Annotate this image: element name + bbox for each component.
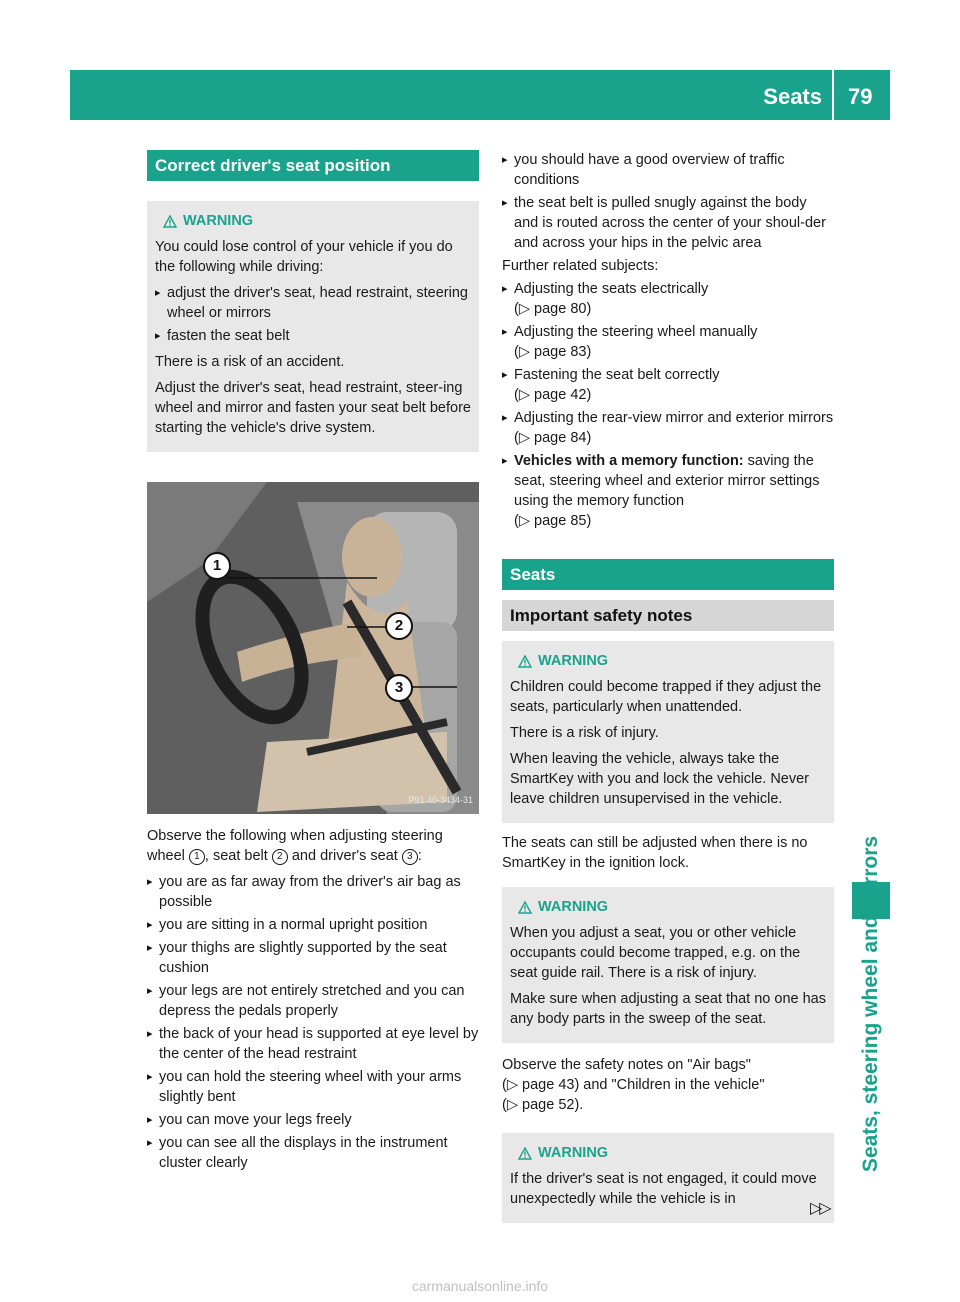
section-heading: Correct driver's seat position xyxy=(147,150,479,181)
header-divider xyxy=(832,70,834,120)
warning-box xyxy=(147,201,479,452)
warning-text: When you adjust a seat, you or other vehicle occupants could become trapped, e.g. on the seat guide rail. There is a risk of injury. xyxy=(510,925,801,981)
page-ref-arrow-icon: ▷ xyxy=(518,344,530,360)
warning-title: WARNING xyxy=(510,651,826,671)
callout-marker-2: 2 xyxy=(385,612,413,640)
related-link[interactable]: ▸ Adjusting the seats electrically (▷ page 80) xyxy=(502,279,834,319)
body-paragraph: Observe the safety notes on "Air bags" (▷ page 43) and "Children in the vehicle" (▷ page 52). xyxy=(502,1057,765,1113)
list-item: ▸ adjust the driver's seat, head restraint, steering wheel or mirrors xyxy=(155,283,471,323)
warning-list xyxy=(155,283,471,346)
warning-triangle-icon xyxy=(163,215,177,228)
warning-text: There is a risk of injury. xyxy=(510,725,659,741)
safety-notes-heading: Important safety notes xyxy=(502,600,834,631)
list-item: ▸ your legs are not entirely stretched and you can depress the pedals properly xyxy=(147,981,479,1021)
callout-3: 3 xyxy=(402,849,418,865)
list-item: ▸ your thighs are slightly supported by the seat cushion xyxy=(147,938,479,978)
list-item: ▸ you can see all the displays in the instrument cluster clearly xyxy=(147,1133,479,1173)
left-column xyxy=(147,150,479,1176)
seat-checklist xyxy=(147,872,479,1173)
section-title: Seats xyxy=(763,84,822,109)
related-list xyxy=(502,279,834,531)
warning-text: If the driver's seat is not engaged, it could move unexpectedly while the vehicle is in xyxy=(510,1171,817,1207)
driver-seat-photo xyxy=(147,482,479,814)
page-ref-arrow-icon: ▷ xyxy=(518,387,530,403)
right-column xyxy=(502,150,834,1223)
page-ref-arrow-icon: ▷ xyxy=(506,1097,518,1113)
related-link[interactable]: ▸ Adjusting the steering wheel manually (▷ page 83) xyxy=(502,322,834,362)
related-link[interactable]: ▸ Adjusting the rear-view mirror and exterior mirrors (▷ page 84) xyxy=(502,408,834,448)
figure-code: P91.40-3434-31 xyxy=(408,795,473,805)
chapter-tab-label: Seats, steering wheel and mirrors xyxy=(859,835,882,1173)
observe-paragraph: Observe the following when adjusting steering wheel 1 , seat belt 2 and driver's seat 3 : xyxy=(147,828,443,864)
page-number: 79 xyxy=(848,84,873,109)
warning-box xyxy=(502,1133,834,1223)
warning-triangle-icon xyxy=(518,1147,532,1160)
page-ref-arrow-icon: ▷ xyxy=(518,301,530,317)
warning-text: Children could become trapped if they adjust the seats, particularly when unattended. xyxy=(510,679,822,715)
list-item: ▸ you can hold the steering wheel with your arms slightly bent xyxy=(147,1067,479,1107)
list-item: ▸ you are as far away from the driver's air bag as possible xyxy=(147,872,479,912)
callout-1: 1 xyxy=(189,849,205,865)
page-ref-arrow-icon: ▷ xyxy=(518,513,530,529)
list-item: ▸ fasten the seat belt xyxy=(155,326,471,346)
warning-text: You could lose control of your vehicle if you do the following while driving: xyxy=(155,239,453,275)
watermark: carmanualsonline.info xyxy=(411,1278,549,1294)
warning-title: WARNING xyxy=(155,211,471,231)
related-link[interactable]: ▸ Fastening the seat belt correctly (▷ page 42) xyxy=(502,365,834,405)
body-paragraph: The seats can still be adjusted when there is no SmartKey in the ignition lock. xyxy=(502,835,808,871)
related-heading: Further related subjects: xyxy=(502,258,659,274)
warning-title: WARNING xyxy=(510,897,826,917)
related-link[interactable]: ▸ Vehicles with a memory function: saving the seat, steering wheel and exterior mirror settings using the memory function (▷ page 85) xyxy=(502,451,834,531)
seat-position-illustration xyxy=(147,482,479,814)
warning-text: Adjust the driver's seat, head restraint, steer-ing wheel and mirror and fasten your seat belt before starting the vehicle's drive system. xyxy=(155,380,471,436)
callout-2: 2 xyxy=(272,849,288,865)
warning-box xyxy=(502,887,834,1043)
page-ref-arrow-icon: ▷ xyxy=(506,1077,518,1093)
warning-box xyxy=(502,641,834,823)
seats-heading: Seats xyxy=(502,559,834,590)
list-item: ▸ you should have a good overview of traffic conditions xyxy=(502,150,834,190)
list-item: ▸ the back of your head is supported at eye level by the center of the head restraint xyxy=(147,1024,479,1064)
page-ref-arrow-icon: ▷ xyxy=(518,430,530,446)
warning-triangle-icon xyxy=(518,655,532,668)
callout-marker-3: 3 xyxy=(385,674,413,702)
warning-text: There is a risk of an accident. xyxy=(155,354,345,370)
callout-marker-1: 1 xyxy=(203,552,231,580)
list-item: ▸ you can move your legs freely xyxy=(147,1110,479,1130)
seat-checklist-continued xyxy=(502,150,834,253)
warning-text: When leaving the vehicle, always take the SmartKey with you and lock the vehicle. Never leave children unsupervised in the vehicle. xyxy=(510,751,809,807)
list-item: ▸ the seat belt is pulled snugly against the body and is routed across the center of your shoul-der and across your hips in the pelvic area xyxy=(502,193,834,253)
continue-arrow-icon: ▷▷ xyxy=(810,1200,829,1217)
list-item: ▸ you are sitting in a normal upright position xyxy=(147,915,479,935)
warning-text: Make sure when adjusting a seat that no one has any body parts in the sweep of the seat. xyxy=(510,991,826,1027)
warning-triangle-icon xyxy=(518,901,532,914)
warning-title: WARNING xyxy=(510,1143,826,1163)
